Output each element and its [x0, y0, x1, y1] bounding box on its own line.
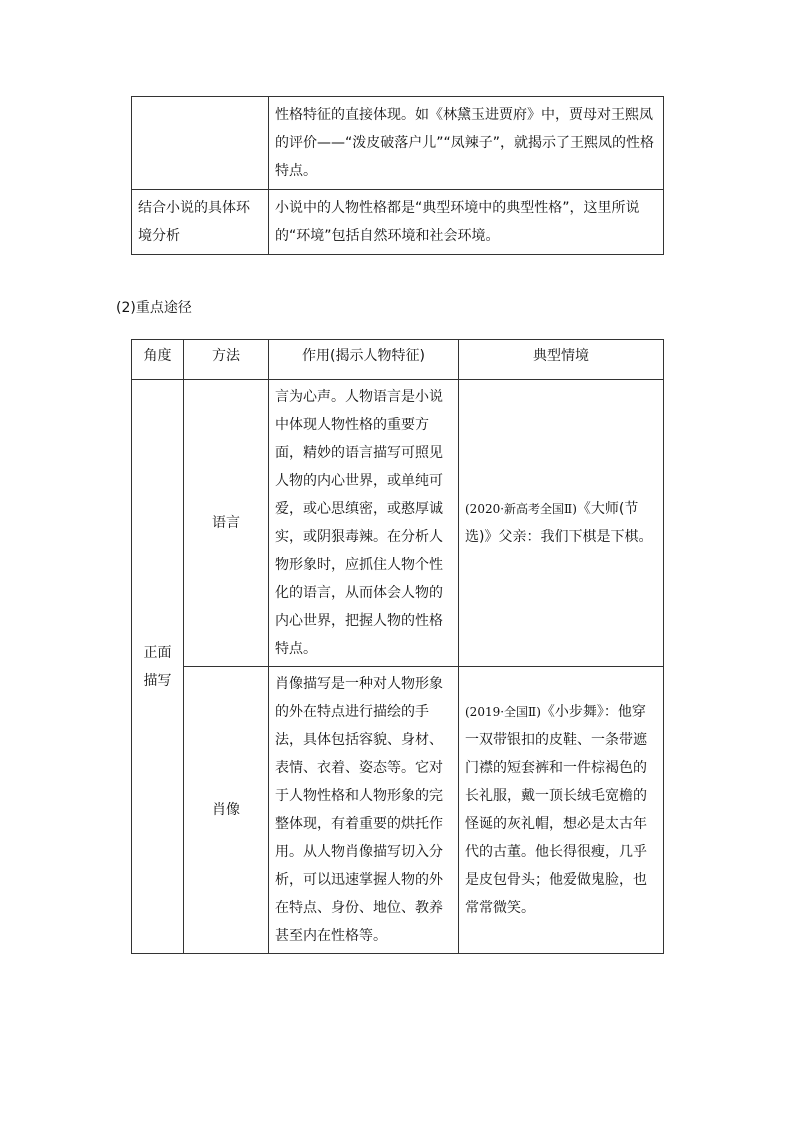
method-cell: 语言	[184, 380, 269, 667]
example-cell	[459, 380, 664, 667]
example-cell	[459, 667, 664, 954]
section-heading: (2)重点途径	[116, 300, 192, 316]
example-text: 《大师(节选)》父亲：我们下棋是下棋。	[465, 501, 653, 545]
example-text: 《小步舞》：他穿一双带银扣的皮鞋、一条带遮门襟的短套裤和一件棕褐色的长礼服，戴一顶长绒毛宽檐的怪诞的灰礼帽，想必是太古年代的古董。他长得很瘦，几乎是皮包骨头；他爱做鬼脸，也常常微笑。	[465, 704, 647, 916]
table-header-row	[132, 340, 664, 380]
effect-cell: 肖像描写是一种对人物形象的外在特点进行描绘的手法，具体包括容貌、身材、表情、衣着、姿态等。它对于人物性格和人物形象的完整体现，有着重要的烘托作用。从人物肖像描写切入分析，可以迅速掌握人物的外在特点、身份、地位、教养甚至内在性格等。	[269, 667, 459, 954]
column-header-effect: 作用(揭示人物特征)	[269, 340, 459, 380]
table-row	[132, 97, 664, 190]
aspect-label: 结合小说的具体环境分析	[132, 190, 269, 255]
angle-label: 正面描写	[143, 644, 172, 689]
key-approaches-table	[131, 339, 664, 954]
table-row	[132, 190, 664, 255]
aspect-table-continued	[131, 96, 664, 255]
method-cell: 肖像	[184, 667, 269, 954]
column-header-example: 典型情境	[459, 340, 664, 380]
example-source: (2019·全国Ⅱ)	[465, 705, 541, 719]
table-row	[132, 667, 664, 954]
table-row	[132, 380, 664, 667]
angle-cell	[132, 380, 184, 954]
aspect-label	[132, 97, 269, 190]
effect-cell: 言为心声。人物语言是小说中体现人物性格的重要方面，精妙的语言描写可照见人物的内心世界，或单纯可爱，或心思缜密，或憨厚诚实，或阴狠毒辣。在分析人物形象时，应抓住人物个性化的语言，从而体会人物的内心世界，把握人物的性格特点。	[269, 380, 459, 667]
example-source: (2020·新高考全国Ⅱ)	[465, 502, 577, 516]
column-header-angle: 角度	[132, 340, 184, 380]
aspect-content: 小说中的人物性格都是“典型环境中的典型性格”，这里所说的“环境”包括自然环境和社会环境。	[269, 190, 664, 255]
aspect-content: 性格特征的直接体现。如《林黛玉进贾府》中，贾母对王熙凤的评价——“泼皮破落户儿”“凤辣子”，就揭示了王熙凤的性格特点。	[269, 97, 664, 190]
column-header-method: 方法	[184, 340, 269, 380]
